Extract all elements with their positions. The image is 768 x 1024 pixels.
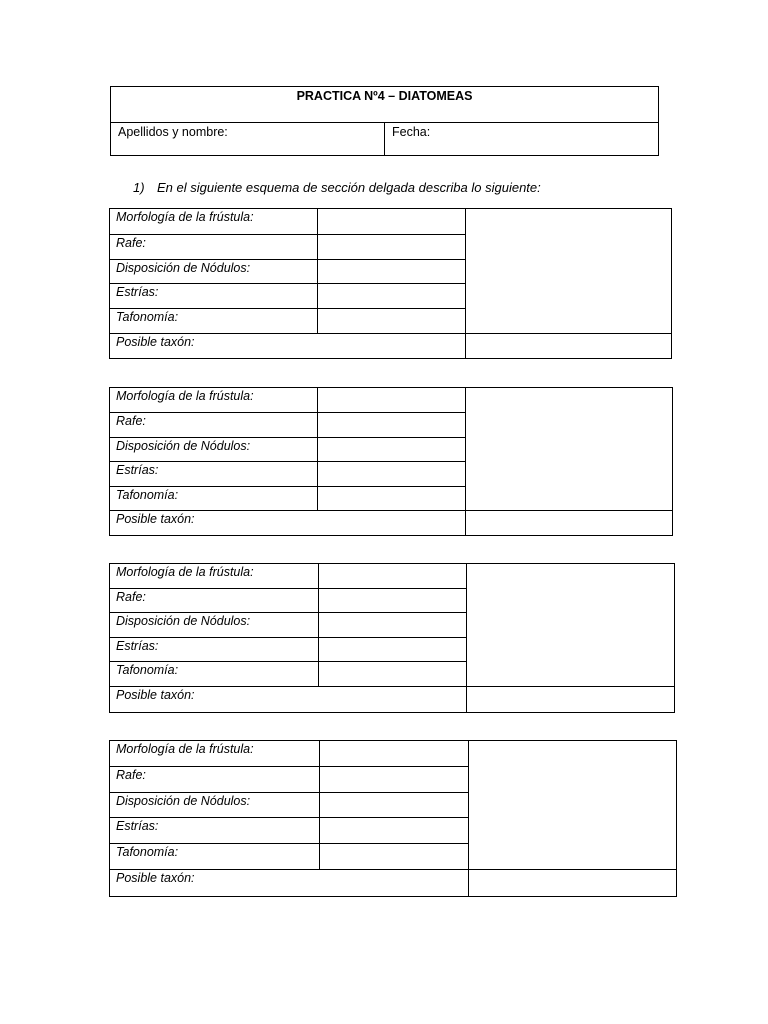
row-label-morfologia: Morfología de la frústula: (110, 388, 318, 413)
answer-cell-tafonomia[interactable] (319, 662, 467, 687)
answer-cell-tafonomia[interactable] (318, 487, 466, 511)
row-label-nodulos: Disposición de Nódulos: (110, 438, 318, 462)
row-label-taxon: Posible taxón: (110, 687, 467, 713)
row-label-estrias: Estrías: (110, 284, 318, 309)
row-label-nodulos: Disposición de Nódulos: (110, 260, 318, 284)
answer-cell-nodulos[interactable] (318, 438, 466, 462)
answer-cell-estrias[interactable] (320, 818, 469, 844)
date-field[interactable]: Fecha: (385, 123, 659, 156)
answer-cell-nodulos[interactable] (318, 260, 466, 284)
row-label-nodulos: Disposición de Nódulos: (110, 793, 320, 818)
answer-cell-taxon[interactable] (466, 511, 673, 536)
question-1 (133, 180, 541, 195)
row-label-taxon: Posible taxón: (110, 870, 469, 897)
diatom-block-3 (109, 563, 675, 713)
answer-cell-nodulos[interactable] (319, 613, 467, 638)
name-field[interactable]: Apellidos y nombre: (111, 123, 385, 156)
row-label-rafe: Rafe: (110, 589, 319, 613)
row-label-tafonomia: Tafonomía: (110, 487, 318, 511)
row-label-estrias: Estrías: (110, 462, 318, 487)
answer-cell-taxon[interactable] (467, 687, 675, 713)
sketch-area[interactable] (469, 741, 677, 870)
answer-cell-rafe[interactable] (320, 767, 469, 793)
row-label-tafonomia: Tafonomía: (110, 844, 320, 870)
diatom-block-1 (109, 208, 672, 359)
answer-cell-morfologia[interactable] (318, 209, 466, 235)
sketch-area[interactable] (467, 564, 675, 687)
answer-cell-rafe[interactable] (319, 589, 467, 613)
answer-cell-taxon[interactable] (469, 870, 677, 897)
answer-cell-morfologia[interactable] (318, 388, 466, 413)
answer-cell-estrias[interactable] (318, 462, 466, 487)
row-label-estrias: Estrías: (110, 638, 319, 662)
row-label-taxon: Posible taxón: (110, 511, 466, 536)
answer-cell-nodulos[interactable] (320, 793, 469, 818)
page-title: PRACTICA Nº4 – DIATOMEAS (111, 87, 659, 123)
answer-cell-rafe[interactable] (318, 235, 466, 260)
answer-cell-morfologia[interactable] (319, 564, 467, 589)
row-label-rafe: Rafe: (110, 235, 318, 260)
question-number: 1) (133, 180, 145, 195)
sketch-area[interactable] (466, 209, 672, 334)
sketch-area[interactable] (466, 388, 673, 511)
answer-cell-tafonomia[interactable] (320, 844, 469, 870)
answer-cell-rafe[interactable] (318, 413, 466, 438)
row-label-morfologia: Morfología de la frústula: (110, 741, 320, 767)
row-label-taxon: Posible taxón: (110, 334, 466, 359)
answer-cell-tafonomia[interactable] (318, 309, 466, 334)
answer-cell-taxon[interactable] (466, 334, 672, 359)
answer-cell-estrias[interactable] (318, 284, 466, 309)
header-table (110, 86, 659, 156)
row-label-tafonomia: Tafonomía: (110, 662, 319, 687)
row-label-rafe: Rafe: (110, 767, 320, 793)
question-text: En el siguiente esquema de sección delgada describa lo siguiente: (157, 180, 541, 195)
answer-cell-morfologia[interactable] (320, 741, 469, 767)
row-label-nodulos: Disposición de Nódulos: (110, 613, 319, 638)
diatom-block-2 (109, 387, 673, 536)
row-label-morfologia: Morfología de la frústula: (110, 564, 319, 589)
row-label-tafonomia: Tafonomía: (110, 309, 318, 334)
answer-cell-estrias[interactable] (319, 638, 467, 662)
row-label-estrias: Estrías: (110, 818, 320, 844)
row-label-morfologia: Morfología de la frústula: (110, 209, 318, 235)
row-label-rafe: Rafe: (110, 413, 318, 438)
diatom-block-4 (109, 740, 677, 897)
